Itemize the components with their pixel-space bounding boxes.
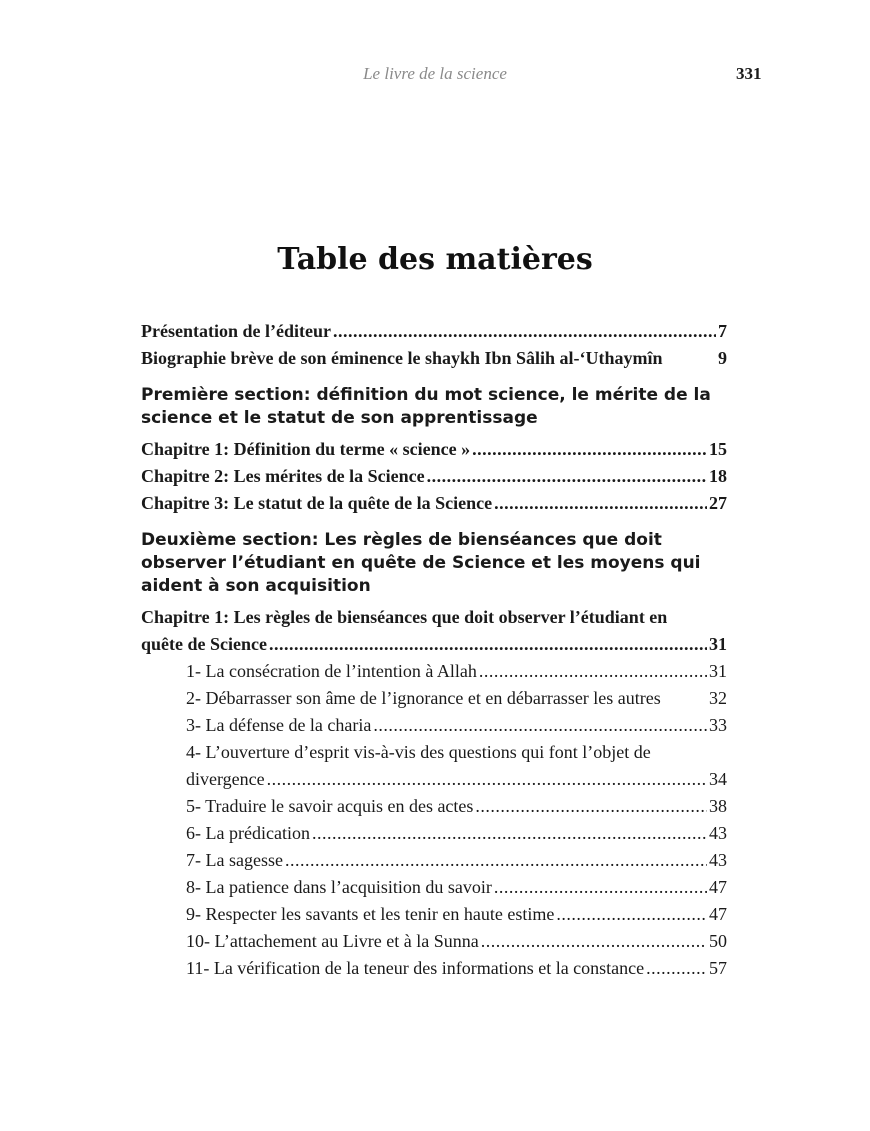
toc-entry-label: 9- Respecter les savants et les tenir en haute estime [186, 904, 555, 924]
toc-entry-page: 38 [709, 796, 727, 816]
toc-entry-item[interactable] [186, 658, 727, 685]
dot-leader [472, 436, 707, 463]
page-number: 331 [736, 64, 762, 83]
toc-entry-page: 31 [709, 634, 727, 654]
toc-entry-label: 10- L’attachement au Livre et à la Sunna [186, 931, 479, 951]
toc-entry-item-label-line1: 4- L’ouverture d’esprit vis-à-vis des questions qui font l’objet de [186, 742, 651, 762]
dot-leader [481, 928, 707, 955]
toc-entry-chapter[interactable] [141, 631, 727, 658]
toc-entry-page: 32 [709, 688, 727, 708]
toc-entry-chapter[interactable] [141, 463, 727, 490]
dot-leader [312, 820, 707, 847]
toc-entry-label: Chapitre 3: Le statut de la quête de la Science [141, 493, 493, 513]
toc-entry-item[interactable] [186, 847, 727, 874]
dot-leader [475, 793, 707, 820]
toc-entry-label: 1- La consécration de l’intention à Allah [186, 661, 477, 681]
toc-entry-label: 2- Débarrasser son âme de l’ignorance et en débarrasser les autres [186, 688, 661, 708]
toc-entry-page: 31 [709, 661, 727, 681]
toc-entry-page: 47 [709, 877, 727, 897]
toc-entry-page: 15 [709, 439, 727, 459]
toc-entry-chapter[interactable] [141, 490, 727, 517]
toc-entry-item[interactable] [186, 712, 727, 739]
dot-leader [333, 318, 716, 345]
toc-entry-label: 6- La prédication [186, 823, 310, 843]
toc-entry-chapter-label-line1: Chapitre 1: Les règles de bienséances que doit observer l’étudiant en [141, 607, 668, 627]
toc-entry-biography[interactable] [141, 345, 727, 372]
toc-entry-item[interactable] [186, 685, 727, 712]
dot-leader [267, 766, 707, 793]
toc-entry-label: 11- La vérification de la teneur des informations et la constance [186, 958, 645, 978]
toc-entry-label: 8- La patience dans l’acquisition du savoir [186, 877, 492, 897]
toc-entry-item[interactable] [186, 766, 727, 793]
toc-entry-label: 7- La sagesse [186, 850, 283, 870]
page-title: Table des matières [277, 242, 593, 277]
toc-entry-page: 43 [709, 823, 727, 843]
running-title: Le livre de la science [363, 64, 507, 83]
toc-entry-page: 33 [709, 715, 727, 735]
toc-entry-label: Chapitre 1: Définition du terme « science » [141, 439, 471, 459]
toc-entry-label: quête de Science [141, 634, 267, 654]
section-heading-2: Deuxième section: Les règles de bienséances que doit observer l’étudiant en quête de Science et les moyens qui aident à son acquisition [141, 530, 701, 596]
dot-leader [373, 712, 707, 739]
toc-entry-item[interactable] [186, 874, 727, 901]
toc-entry-page: 57 [709, 958, 727, 978]
toc-entry-item[interactable] [186, 955, 727, 982]
toc-entry-item[interactable] [186, 928, 727, 955]
toc-entry-page: 47 [709, 904, 727, 924]
toc-entry-item[interactable] [186, 901, 727, 928]
toc-entry-page: 7 [718, 321, 727, 341]
dot-leader [556, 901, 707, 928]
dot-leader [494, 874, 707, 901]
dot-leader [285, 847, 707, 874]
dot-leader [479, 658, 707, 685]
toc-entry-label: 3- La défense de la charia [186, 715, 372, 735]
toc-entry-chapter[interactable] [141, 436, 727, 463]
toc-entry-label: 5- Traduire le savoir acquis en des actes [186, 796, 474, 816]
toc-entry-label: Biographie brève de son éminence le shaykh Ibn Sâlih al-‘Uthaymîn [141, 348, 663, 368]
dot-leader [646, 955, 707, 982]
table-of-contents [141, 318, 727, 982]
toc-entry-page: 34 [709, 769, 727, 789]
toc-entry-page: 27 [709, 493, 727, 513]
dot-leader [494, 490, 707, 517]
dot-leader [427, 463, 707, 490]
dot-leader [269, 631, 707, 658]
toc-entry-page: 43 [709, 850, 727, 870]
section-heading-1: Première section: définition du mot science, le mérite de la science et le statut de son apprentissage [141, 385, 711, 428]
toc-entry-page: 50 [709, 931, 727, 951]
toc-entry-presentation[interactable] [141, 318, 727, 345]
toc-entry-page: 18 [709, 466, 727, 486]
toc-entry-page: 9 [718, 348, 727, 368]
toc-entry-label: Présentation de l’éditeur [141, 321, 331, 341]
running-head [0, 64, 870, 86]
toc-entry-item[interactable] [186, 793, 727, 820]
toc-entry-label: Chapitre 2: Les mérites de la Science [141, 466, 425, 486]
toc-entry-item[interactable] [186, 820, 727, 847]
toc-entry-label: divergence [186, 769, 265, 789]
